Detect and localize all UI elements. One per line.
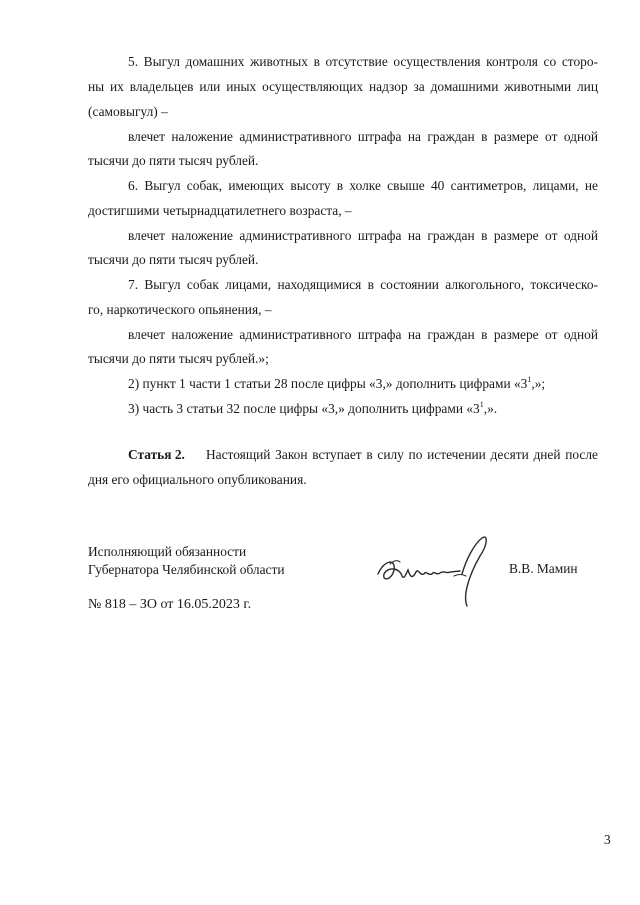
penalty-5-line-2: тысячи до пяти тысяч рублей.: [88, 153, 259, 168]
amendment-item-2-text: 2) пункт 1 части 1 статьи 28 после цифры «3,» дополнить цифрами «3: [128, 376, 528, 391]
penalty-6-line-2: тысячи до пяти тысяч рублей.: [88, 252, 259, 267]
page-number: 3: [604, 832, 611, 847]
paragraph-5-line-2: ны их владельцев или иных осуществляющих надзор за домашними животными лиц: [88, 79, 598, 94]
penalty-6-line-1: влечет наложение административного штрафа на граждан в размере от одной: [128, 228, 598, 243]
law-number: № 818 – ЗО от 16.05.2023 г.: [88, 597, 252, 612]
paragraph-7-line-2: го, наркотического опьянения, –: [88, 302, 272, 317]
penalty-7-line-1: влечет наложение административного штрафа на граждан в размере от одной: [128, 327, 598, 342]
paragraph-5-line-3: (самовыгул) –: [88, 104, 168, 119]
article-2-line-1: [128, 447, 598, 463]
paragraph-6-line-2: достигшими четырнадцатилетнего возраста, –: [88, 203, 352, 218]
signatory-name: В.В. Мамин: [509, 561, 578, 576]
amendment-item-3: [128, 401, 497, 417]
superscript: 1: [527, 375, 532, 384]
signatory-role-line-1: Исполняющий обязанности: [88, 544, 247, 559]
handwritten-signature: [370, 530, 500, 610]
signatory-role: [88, 543, 285, 579]
amendment-item-3-tail: ,».: [483, 401, 498, 416]
signatory-role-line-2: Губернатора Челябинской области: [88, 562, 285, 577]
penalty-7-line-2: тысячи до пяти тысяч рублей.»;: [88, 351, 269, 366]
article-2-text: Настоящий Закон вступает в силу по истечении десяти дней после: [206, 447, 598, 462]
article-2-label: Статья 2.: [128, 447, 185, 462]
paragraph-7-line-1: 7. Выгул собак лицами, находящимися в состоянии алкогольного, токсическо-: [128, 277, 598, 292]
article-2-line-2: дня его официального опубликования.: [88, 472, 307, 487]
amendment-item-2-tail: ,»;: [531, 376, 546, 391]
paragraph-6-line-1: 6. Выгул собак, имеющих высоту в холке свыше 40 сантиметров, лицами, не: [128, 178, 598, 193]
amendment-item-3-text: 3) часть 3 статьи 32 после цифры «3,» дополнить цифрами «3: [128, 401, 480, 416]
superscript: 1: [479, 400, 484, 409]
paragraph-5-line-1: 5. Выгул домашних животных в отсутствие осуществления контроля со сторо-: [128, 54, 598, 69]
penalty-5-line-1: влечет наложение административного штрафа на граждан в размере от одной: [128, 129, 598, 144]
amendment-item-2: [128, 376, 545, 392]
